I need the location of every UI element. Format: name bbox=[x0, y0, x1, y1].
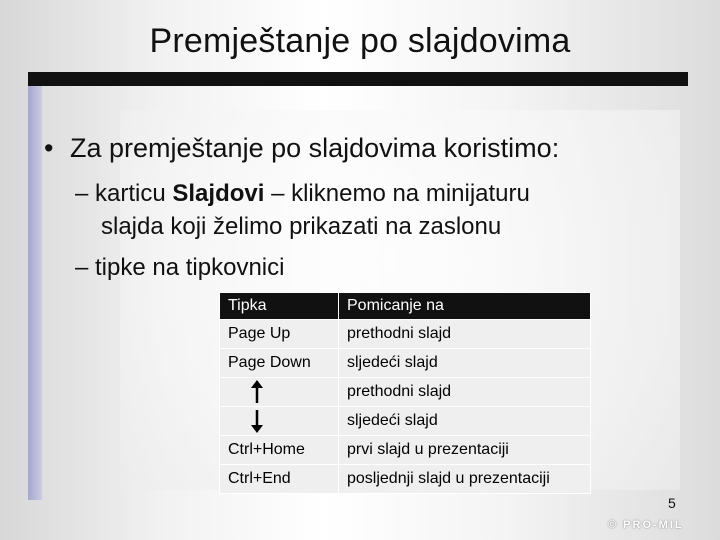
table-row bbox=[220, 349, 591, 378]
bullet-item bbox=[44, 133, 559, 164]
sub-bullet-2: – tipke na tipkovnici bbox=[75, 254, 285, 281]
slide-title: Premještanje po slajdovima bbox=[149, 22, 571, 60]
row-key bbox=[220, 407, 339, 436]
sub-bullet-1-bold: Slajdovi bbox=[172, 180, 265, 207]
table-row bbox=[220, 436, 591, 465]
page-number: 5 bbox=[668, 495, 676, 511]
row-action: posljednji slajd u prezentaciji bbox=[339, 465, 591, 494]
watermark-logo: © PRO-MIL bbox=[608, 519, 684, 531]
sub-bullet-1-line2: slajda koji želimo prikazati na zaslonu bbox=[101, 213, 502, 240]
row-action: sljedeći slajd bbox=[339, 349, 591, 378]
table-row bbox=[220, 407, 591, 436]
row-action: prvi slajd u prezentaciji bbox=[339, 436, 591, 465]
table-row bbox=[220, 378, 591, 407]
title-underline-bar bbox=[28, 72, 688, 86]
header-action: Pomicanje na bbox=[339, 293, 591, 320]
row-action: sljedeći slajd bbox=[339, 407, 591, 436]
down-arrow-icon bbox=[250, 409, 264, 433]
row-key: Ctrl+Home bbox=[220, 436, 339, 465]
up-arrow-icon bbox=[250, 380, 264, 404]
table-row bbox=[220, 320, 591, 349]
table-row bbox=[220, 465, 591, 494]
bullet-dot-icon: • bbox=[44, 133, 54, 163]
row-key bbox=[220, 378, 339, 407]
sub-bullet-1-prefix: – karticu bbox=[75, 180, 173, 207]
sub-bullet-1 bbox=[75, 180, 530, 208]
row-key: Page Up bbox=[220, 320, 339, 349]
header-key: Tipka bbox=[220, 293, 339, 320]
sub-bullet-1-suffix: – kliknemo na minijaturu bbox=[264, 180, 530, 207]
row-key: Ctrl+End bbox=[220, 465, 339, 494]
decorative-stripe bbox=[28, 86, 42, 500]
table-header-row bbox=[220, 293, 591, 320]
row-action: prethodni slajd bbox=[339, 378, 591, 407]
keys-table bbox=[219, 292, 591, 494]
bullet-text: Za premještanje po slajdovima koristimo: bbox=[70, 133, 560, 163]
row-key: Page Down bbox=[220, 349, 339, 378]
row-action: prethodni slajd bbox=[339, 320, 591, 349]
